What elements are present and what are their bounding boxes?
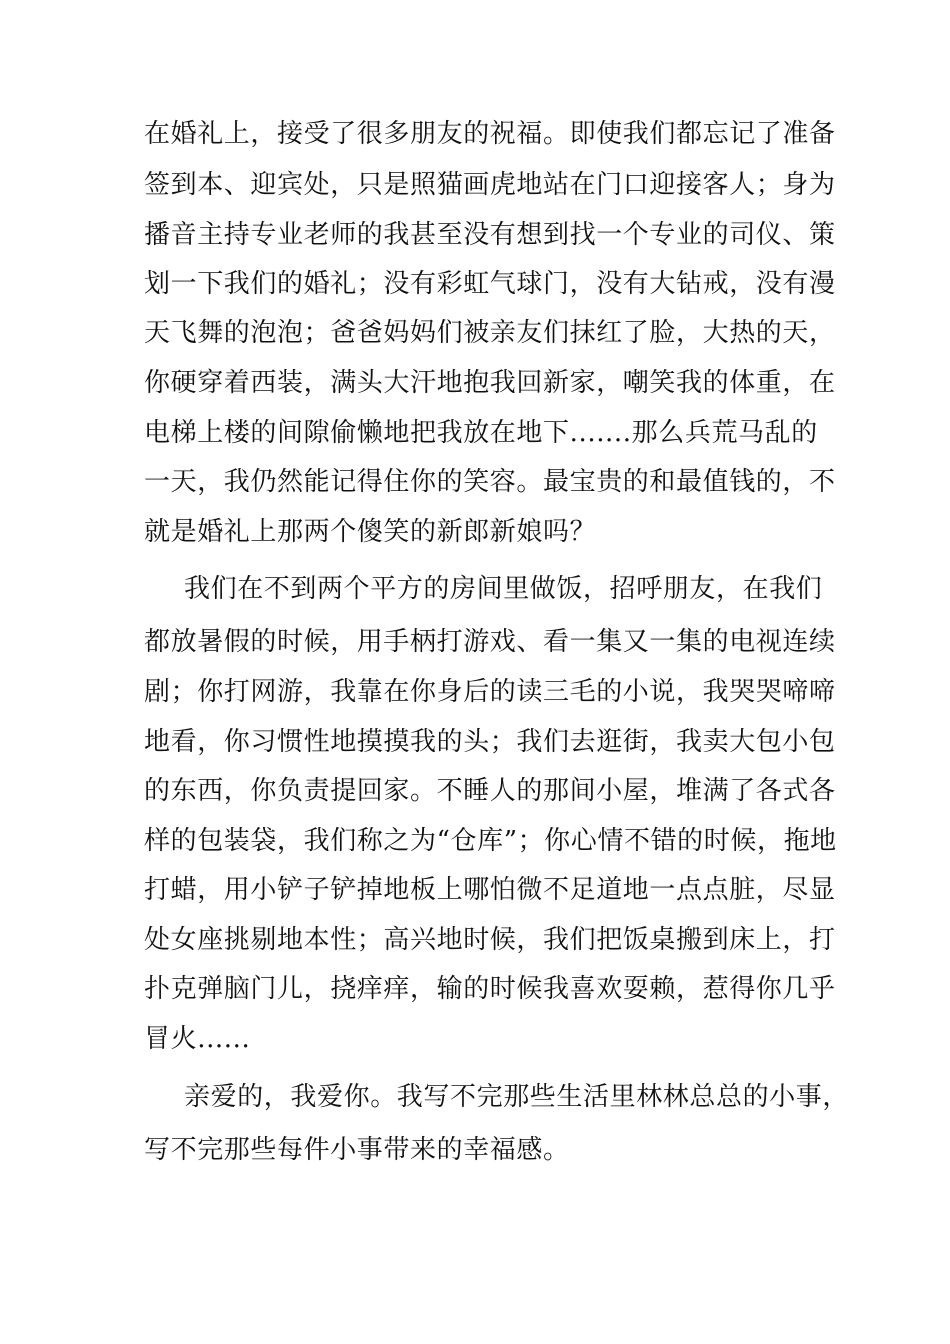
text-line: 签到本、迎宾处，只是照猫画虎地站在门口迎接客人；身为 [144,170,836,200]
text-line: 就是婚礼上那两个傻笑的新郎新娘吗？ [144,517,597,547]
text-line: 你硬穿着西装，满头大汗地抱我回新家，嘲笑我的体重，在 [144,368,836,398]
text-line: 我们在不到两个平方的房间里做饭，招呼朋友，在我们 [184,574,823,604]
text-line: 亲爱的，我爱你。我写不完那些生活里林林总总的小事， [184,1082,850,1112]
text-line: 冒火...... [144,1024,251,1054]
text-line: 扑克弹脑门儿，挠痒痒，输的时候我喜欢耍赖，惹得你几乎 [144,974,836,1004]
text-line: 一天，我仍然能记得住你的笑容。最宝贵的和最值钱的，不 [144,467,836,497]
text-line: 剧；你打网游，我靠在你身后的读三毛的小说，我哭哭啼啼 [144,677,836,707]
text-line: 的东西，你负责提回家。不睡人的那间小屋，堆满了各式各 [144,776,836,806]
text-line: 都放暑假的时候，用手柄打游戏、看一集又一集的电视连续 [144,627,836,657]
text-line: 播音主持专业老师的我甚至没有想到找一个专业的司仪、策 [144,220,836,250]
text-line: 电梯上楼的间隙偷懒地把我放在地下.......那么兵荒马乱的 [144,418,818,448]
text-line: 样的包装袋，我们称之为“仓库”；你心情不错的时候，拖地 [144,826,837,856]
text-line: 写不完那些每件小事带来的幸福感。 [144,1135,570,1165]
text-line: 天飞舞的泡泡；爸爸妈妈们被亲友们抹红了脸，大热的天， [144,318,836,348]
text-line: 划一下我们的婚礼；没有彩虹气球门，没有大钻戒，没有漫 [144,269,836,299]
text-line: 打蜡，用小铲子铲掉地板上哪怕微不足道地一点点脏，尽显 [144,875,836,905]
text-line: 地看，你习惯性地摸摸我的头；我们去逛街，我卖大包小包 [144,727,836,757]
text-line: 处女座挑剔地本性；高兴地时候，我们把饭桌搬到床上，打 [144,925,836,955]
text-line: 在婚礼上，接受了很多朋友的祝福。即使我们都忘记了准备 [144,119,836,149]
